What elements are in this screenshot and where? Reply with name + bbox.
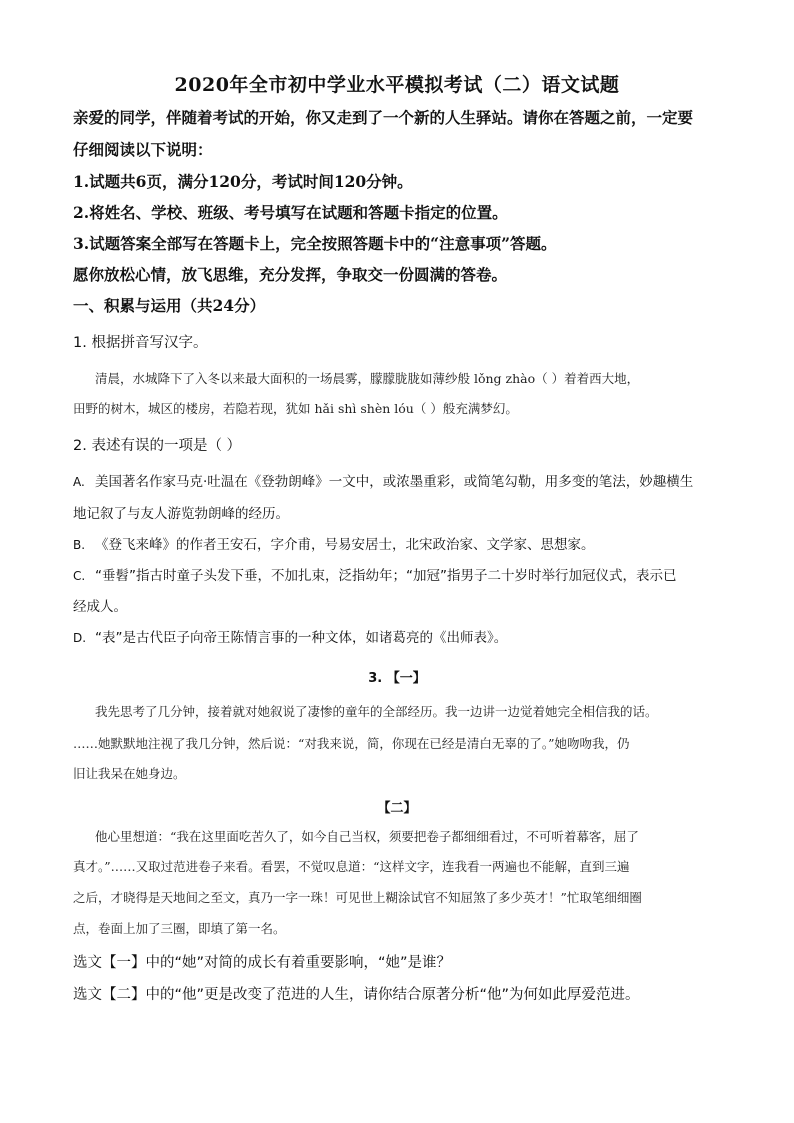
passage-two-line-3: 之后，才晓得是天地间之至文，真乃一字一珠！可见世上糊涂试官不知屈煞了多少英才！”忙取笔细细圈	[73, 890, 642, 905]
question-2-prompt: 2. 表述有误的一项是（ ）	[73, 438, 242, 454]
question-3-ask-1: 选文【一】中的“她”对简的成长有着重要影响，“她”是谁？	[73, 955, 452, 971]
option-d-line	[73, 628, 733, 648]
option-b-text: 《登飞来峰》的作者王安石，字介甫，号易安居士，北宋政治家、文学家、思想家。	[95, 537, 595, 553]
intro-line-2: 仔细阅读以下说明：	[73, 140, 213, 159]
option-a-letter: A.	[73, 475, 85, 489]
option-c-line-2: 经成人。	[73, 599, 127, 615]
option-d-text: “表”是古代臣子向帝王陈情言事的一种文体，如诸葛亮的《出师表》。	[95, 630, 508, 646]
option-b-letter: B.	[73, 538, 86, 552]
passage-two-line-4: 点，卷面上加了三圈，即填了第一名。	[73, 921, 286, 936]
question-3-ask-2: 选文【二】中的“他”更是改变了范进的人生，请你结合原著分析“他”为何如此厚爱范进。	[73, 987, 640, 1003]
passage-two-line-1: 他心里想道：“我在这里面吃苦久了，如今自己当权，须要把卷子都细细看过，不可听着幕客，屈了	[95, 829, 639, 844]
rule-2: 2.将姓名、学校、班级、考号填写在试题和答题卡指定的位置。	[73, 203, 508, 222]
question-1-prompt: 1. 根据拼音写汉字。	[73, 335, 208, 351]
section-heading: 一、积累与运用（共24分）	[73, 296, 266, 315]
option-c-line-1	[73, 566, 733, 586]
option-b-line	[73, 535, 733, 555]
rule-3: 3.试题答案全部写在答题卡上，完全按照答题卡中的“注意事项”答题。	[73, 234, 557, 253]
passage-two-line-2: 真才。”……又取过范进卷子来看。看罢，不觉叹息道：“这样文字，连我看一两遍也不能解，直到三遍	[73, 859, 630, 874]
option-c-text: “垂髫”指古时童子头发下垂，不加扎束，泛指幼年；“加冠”指男子二十岁时举行加冠仪式，表示已	[95, 568, 677, 584]
passage-one-line-1: 我先思考了几分钟，接着就对她叙说了凄惨的童年的全部经历。我一边讲一边觉着她完全相信我的话。	[95, 704, 658, 719]
question-1-text-line-1: 清晨，水城降下了入冬以来最大面积的一场晨雾，朦朦胧胧如薄纱般 lǒng zhào（ ）着着西大地，	[95, 371, 640, 386]
rule-1: 1.试题共6页，满分120分，考试时间120分钟。	[73, 172, 413, 191]
question-1-text-line-2: 田野的树木，城区的楼房，若隐若现，犹如 hǎi shì shèn lóu（ ）般充满梦幻。	[73, 401, 518, 416]
exam-title: 2020年全市初中学业水平模拟考试（二）语文试题	[174, 74, 620, 96]
question-3-heading-one: 3. 【一】	[368, 671, 426, 686]
option-a-line-2: 地记叙了与友人游览勃朗峰的经历。	[73, 506, 289, 522]
intro-line-1: 亲爱的同学，伴随着考试的开始，你又走到了一个新的人生驿站。请你在答题之前，一定要	[73, 108, 694, 127]
option-c-letter: C.	[73, 569, 86, 583]
option-a-text: 美国著名作家马克·吐温在《登勃朗峰》一文中，或浓墨重彩，或简笔勾勒，用多变的笔法，妙趣横生	[95, 474, 694, 490]
option-d-letter: D.	[73, 631, 87, 645]
passage-one-line-3: 旧让我呆在她身边。	[73, 766, 186, 781]
passage-one-line-2: ……她默默地注视了我几分钟，然后说：“对我来说，简，你现在已经是清白无辜的了。”她吻吻我，仍	[73, 736, 630, 751]
question-3-heading-two: 【二】	[377, 801, 417, 816]
option-a-line-1	[73, 472, 733, 492]
intro-wish: 愿你放松心情，放飞思维，充分发挥，争取交一份圆满的答卷。	[73, 265, 508, 284]
